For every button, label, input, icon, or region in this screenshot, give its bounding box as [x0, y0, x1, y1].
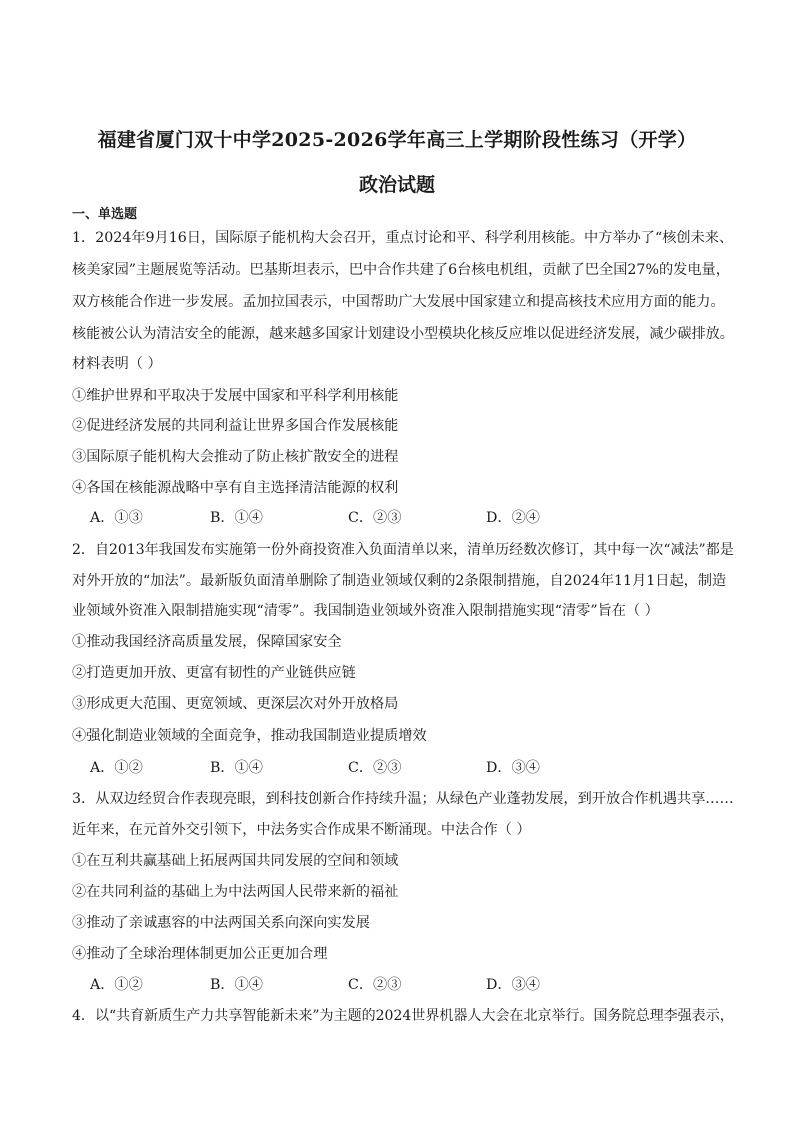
question-text-line: 2．自2013年我国发布实施第一份外商投资准入负面清单以来，清单历经数次修订，其中每一次“减法”都是: [72, 542, 734, 558]
statement-item: ③国际原子能机构大会推动了防止核扩散安全的进程: [72, 449, 399, 465]
statement-item: ②促进经济发展的共同利益让世界多国合作发展核能: [72, 418, 399, 434]
answer-option-d[interactable]: D．③④: [486, 977, 540, 993]
question-text-line: 3．从双边经贸合作表现亮眼，到科技创新合作持续升温；从绿色产业蓬勃发展，到开放合作机遇共享……: [72, 791, 734, 807]
question-text-line: 近年来，在元首外交引领下，中法务实合作成果不断涌现。中法合作（ ）: [72, 822, 531, 838]
question-text-line: 核能被公认为清洁安全的能源，越来越多国家计划建设小型模块化核反应堆以促进经济发展，减少碳排放。: [72, 326, 734, 342]
statement-item: ④推动了全球治理体制更加公正更加合理: [72, 946, 328, 962]
question-text-line: 1．2024年9月16日，国际原子能机构大会召开，重点讨论和平、科学利用核能。中方举办了“核创未来、: [72, 230, 734, 246]
statement-item: ③推动了亲诚惠容的中法两国关系向深向实发展: [72, 915, 370, 931]
answer-option-a[interactable]: A．①②: [90, 760, 143, 776]
exam-subtitle: 政治试题: [358, 174, 435, 196]
statement-item: ①维护世界和平取决于发展中国家和平科学利用核能: [72, 388, 399, 404]
question-text-line: 4．以“共育新质生产力共享智能新未来”为主题的2024世界机器人大会在北京举行。国务院总理李强表示，: [72, 1008, 734, 1024]
answer-option-d[interactable]: D．②④: [486, 510, 540, 526]
answer-option-c[interactable]: C．②③: [348, 977, 402, 993]
statement-item: ②打造更加开放、更富有韧性的产业链供应链: [72, 665, 356, 681]
statement-item: ②在共同利益的基础上为中法两国人民带来新的福祉: [72, 884, 399, 900]
question-text-line: 业领域外资准入限制措施实现“清零”。我国制造业领域外资准入限制措施实现“清零”旨在（ ）: [72, 603, 659, 619]
question-text-line: 材料表明（ ）: [72, 356, 162, 372]
question-text-line: 对外开放的“加法”。最新版负面清单删除了制造业领域仅剩的2条限制措施，自2024年11月1日起，制造: [72, 573, 727, 589]
answer-option-b[interactable]: B．①④: [210, 760, 263, 776]
answer-option-a[interactable]: A．①③: [90, 510, 143, 526]
statement-item: ④强化制造业领域的全面竞争，推动我国制造业提质增效: [72, 728, 427, 744]
section-heading: 一、单选题: [72, 207, 138, 222]
answer-option-a[interactable]: A．①②: [90, 977, 143, 993]
statement-item: ③形成更大范围、更宽领域、更深层次对外开放格局: [72, 696, 399, 712]
answer-option-b[interactable]: B．①④: [210, 510, 263, 526]
answer-option-d[interactable]: D．③④: [486, 760, 540, 776]
statement-item: ①推动我国经济高质量发展，保障国家安全: [72, 634, 342, 650]
answer-option-c[interactable]: C．②③: [348, 760, 402, 776]
statement-item: ④各国在核能源战略中享有自主选择清洁能源的权利: [72, 480, 399, 496]
answer-option-b[interactable]: B．①④: [210, 977, 263, 993]
statement-item: ①在互利共赢基础上拓展两国共同发展的空间和领域: [72, 853, 399, 869]
answer-option-c[interactable]: C．②③: [348, 510, 402, 526]
question-text-line: 双方核能合作进一步发展。孟加拉国表示，中国帮助广大发展中国家建立和提高核技术应用方面的能力。: [72, 294, 725, 310]
question-text-line: 核美家园”主题展览等活动。巴基斯坦表示，巴中合作共建了6台核电机组，贡献了巴全国27%的发电量，: [72, 262, 730, 278]
exam-title: 福建省厦门双十中学2025-2026学年高三上学期阶段性练习（开学）: [97, 129, 697, 151]
